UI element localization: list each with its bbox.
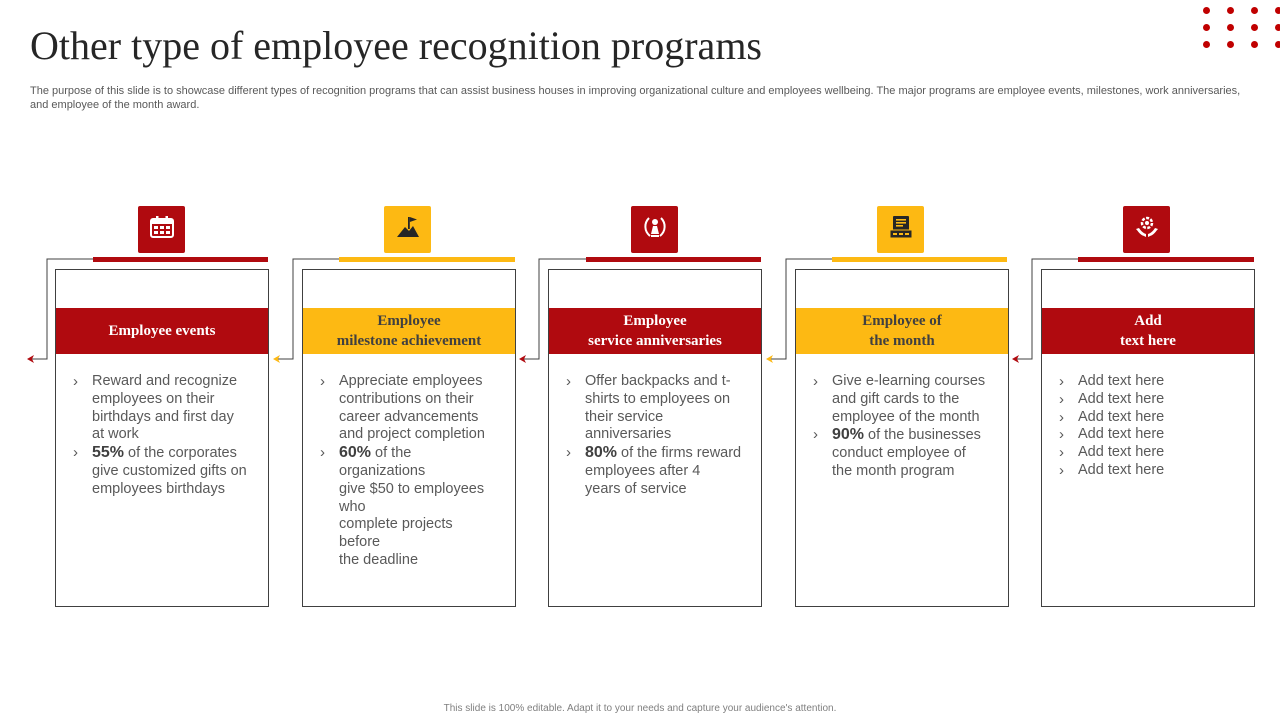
bullet-item <box>1059 462 1246 480</box>
bullet-line <box>832 426 1000 445</box>
bullet-line <box>585 409 753 427</box>
bullet-line <box>585 481 753 499</box>
bullet-line <box>92 463 260 481</box>
program-card <box>55 269 269 607</box>
card-header <box>796 308 1008 354</box>
bullet-text: Add text here <box>1078 426 1165 443</box>
card-accent-bar <box>1078 257 1254 262</box>
page-title: Other type of employee recognition programs <box>30 23 762 68</box>
bullet-item <box>813 426 1000 480</box>
bullet-text: employee of the month <box>832 408 980 425</box>
calendar-icon <box>148 213 176 246</box>
bullet-line <box>832 463 1000 481</box>
bullet-line <box>92 444 260 463</box>
bullet-text: employees after 4 <box>585 462 701 479</box>
hands-gear-icon-box <box>1123 206 1170 253</box>
bullet-line <box>585 391 753 409</box>
bullet-text: complete projects <box>339 516 453 533</box>
program-card <box>302 269 516 607</box>
bullet-line <box>832 373 1000 391</box>
stat-value: 80% <box>585 444 618 462</box>
calendar-icon-box <box>138 206 185 253</box>
bullet-item <box>1059 391 1246 409</box>
bullet-line <box>1078 409 1246 427</box>
card-body <box>73 373 260 499</box>
bullet-text: employees on their <box>92 390 215 407</box>
bullet-text: career advancements <box>339 408 479 425</box>
bullet-line <box>339 373 507 391</box>
bullet-line <box>832 409 1000 427</box>
bullet-text: of the <box>371 445 412 462</box>
card-header <box>1042 308 1254 354</box>
bullet-text: of the firms reward <box>617 445 742 462</box>
bullet-item <box>566 373 753 444</box>
bullet-text: employees birthdays <box>92 480 225 497</box>
bullet-line <box>92 409 260 427</box>
bullet-text: Add text here <box>1078 444 1165 461</box>
bullet-text: at work <box>92 426 139 443</box>
stat-value: 55% <box>92 444 125 462</box>
card-body <box>1059 373 1246 480</box>
bullet-line <box>92 373 260 391</box>
bullet-line <box>92 481 260 499</box>
bullet-line <box>585 463 753 481</box>
bullet-text: give customized gifts on <box>92 462 247 479</box>
bullet-text: the deadline <box>339 551 419 568</box>
flag-mountain-icon <box>394 213 422 246</box>
bullet-line <box>339 552 507 570</box>
program-card <box>1041 269 1255 607</box>
stat-value: 60% <box>339 444 372 462</box>
bullet-line <box>585 426 753 444</box>
bullet-line <box>339 409 507 427</box>
bullet-item <box>1059 373 1246 391</box>
bullet-text: birthdays and first day <box>92 408 234 425</box>
program-card <box>795 269 1009 607</box>
award-wreath-icon-box <box>631 206 678 253</box>
bullet-text: give $50 to employees <box>339 480 485 497</box>
certificate-icon <box>887 213 915 246</box>
card-body <box>566 373 753 499</box>
bullet-text: shirts to employees on <box>585 390 731 407</box>
card-header-line: Employee events <box>108 323 216 339</box>
award-wreath-icon <box>641 213 669 246</box>
bullet-text: Add text here <box>1078 408 1165 425</box>
card-header <box>303 308 515 354</box>
bullet-line <box>585 444 753 463</box>
bullet-text: who <box>339 498 366 515</box>
card-accent-bar <box>93 257 268 262</box>
bullet-text: and gift cards to the <box>832 390 960 407</box>
bullet-text: the month program <box>832 462 955 479</box>
bullet-text: anniversaries <box>585 426 672 443</box>
card-header <box>56 308 268 354</box>
bullet-line <box>832 445 1000 463</box>
bullet-line <box>339 391 507 409</box>
bullet-line <box>339 499 507 517</box>
bullet-text: Reward and recognize <box>92 373 238 389</box>
bullet-text: organizations <box>339 462 426 479</box>
bullet-text: years of service <box>585 480 687 497</box>
bullet-text: Give e-learning courses <box>832 373 986 389</box>
card-header-line: Employee <box>377 313 441 329</box>
flag-mountain-icon-box <box>384 206 431 253</box>
program-card <box>548 269 762 607</box>
bullet-text: Appreciate employees <box>339 373 483 389</box>
certificate-icon-box <box>877 206 924 253</box>
footer-note: This slide is 100% editable. Adapt it to your needs and capture your audience's attention. <box>443 703 837 714</box>
bullet-text: conduct employee of <box>832 445 966 462</box>
bullet-item <box>566 444 753 498</box>
bullet-line <box>339 534 507 552</box>
card-header-line: service anniversaries <box>588 333 722 349</box>
bullet-text: of the businesses <box>864 427 981 444</box>
bullet-line <box>832 391 1000 409</box>
card-header-line: Employee of <box>862 313 942 329</box>
bullet-text: and project completion <box>339 426 485 443</box>
card-body <box>813 373 1000 481</box>
card-header-line: milestone achievement <box>336 333 482 349</box>
card-header-line: Add <box>1134 313 1162 329</box>
bullet-text: of the corporates <box>124 445 237 462</box>
bullet-line <box>339 481 507 499</box>
bullet-line <box>1078 462 1246 480</box>
bullet-line <box>339 516 507 534</box>
bullet-text: contributions on their <box>339 390 474 407</box>
bullet-line <box>339 463 507 481</box>
bullet-item <box>320 444 507 570</box>
card-accent-bar <box>586 257 761 262</box>
bullet-item <box>73 373 260 444</box>
page-subtitle: The purpose of this slide is to showcase different types of recognition programs that can assist business houses in improving organizational culture and employees wellbeing. The major programs are employee events, milestones, work anniversaries, and employee of the month award. <box>30 85 1241 111</box>
bullet-item <box>1059 444 1246 462</box>
bullet-line <box>585 373 753 391</box>
bullet-text: their service <box>585 408 664 425</box>
bullet-line <box>339 426 507 444</box>
bullet-item <box>1059 426 1246 444</box>
bullet-text: Offer backpacks and t- <box>585 373 731 389</box>
bullet-item <box>73 444 260 498</box>
card-accent-bar <box>832 257 1007 262</box>
bullet-text: before <box>339 534 381 551</box>
bullet-text: Add text here <box>1078 373 1165 389</box>
card-header-line: the month <box>869 333 935 349</box>
stat-value: 90% <box>832 426 865 444</box>
card-header-line: Employee <box>623 313 687 329</box>
bullet-line <box>1078 373 1246 391</box>
bullet-item <box>1059 409 1246 427</box>
bullet-line <box>92 426 260 444</box>
bullet-item <box>813 373 1000 426</box>
bullet-line <box>92 391 260 409</box>
bullet-text: Add text here <box>1078 461 1165 478</box>
bullet-text: Add text here <box>1078 390 1165 407</box>
bullet-line <box>1078 391 1246 409</box>
card-header <box>549 308 761 354</box>
card-header-line: text here <box>1120 333 1176 349</box>
bullet-line <box>1078 426 1246 444</box>
card-accent-bar <box>339 257 515 262</box>
card-body <box>320 373 507 570</box>
bullet-line <box>1078 444 1246 462</box>
hands-gear-icon <box>1133 213 1161 246</box>
bullet-item <box>320 373 507 444</box>
bullet-line <box>339 444 507 463</box>
